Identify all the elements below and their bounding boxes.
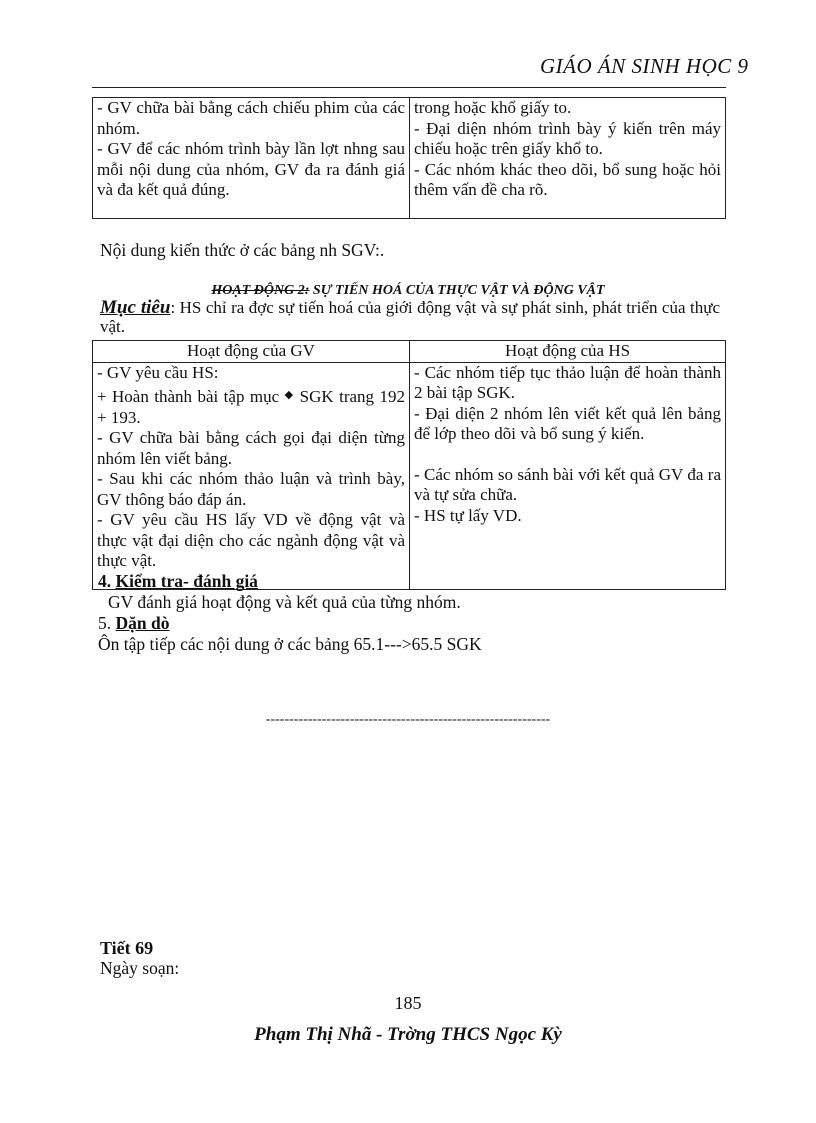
hs-line: - Các nhóm khác theo dõi, bổ sung hoặc hỏi thêm vấn đề cha rõ.: [414, 159, 721, 199]
preparation-date-label: Ngày soạn:: [100, 958, 180, 978]
goal-label: Mục tiêu: [100, 297, 171, 318]
activity2-table: [92, 340, 726, 590]
gv-line: - GV chữa bài bằng cách gọi đại diện từng nhóm lên viết bảng.: [97, 428, 405, 468]
hs-line: trong hoặc khổ giấy to.: [414, 98, 572, 117]
diamond-icon: ◆: [284, 389, 295, 401]
section4-text: GV đánh giá hoạt động và kết quả của từng nhóm.: [108, 592, 461, 612]
gv-line: - GV chữa bài bằng cách chiếu phim của các nhóm.: [97, 98, 405, 138]
goal-text: : HS chỉ ra đợc sự tiến hoá của giới động vật và sự phát sinh, phát triển của thực vật.: [100, 298, 720, 336]
hs-line: - Các nhóm so sánh bài với kết quả GV đa ra và tự sửa chữa.: [414, 464, 721, 504]
gv-cell: [93, 362, 410, 589]
page-number: 185: [394, 993, 422, 1013]
goal-paragraph: [100, 298, 720, 336]
section4-title: Kiểm tra- đánh giá: [115, 571, 258, 591]
next-lesson-number: Tiết 69: [100, 938, 154, 958]
hs-line: - Các nhóm tiếp tục thảo luận để hoàn thành 2 bài tập SGK.: [414, 362, 721, 402]
gv-cell: [93, 98, 410, 219]
activity2-label: HOẠT ĐỘNG 2:: [211, 283, 310, 298]
hs-line: - Đại diện 2 nhóm lên viết kết quả lên bảng để lớp theo dõi và bổ sung ý kiến.: [414, 403, 721, 443]
gv-line: - GV yêu cầu HS lấy VD về động vật và thực vật đại diện cho các ngành động vật và thực vật.: [97, 510, 405, 570]
table-row: [93, 98, 726, 219]
hs-cell: [410, 98, 726, 219]
section5-text: Ôn tập tiếp các nội dung ở các bảng 65.1--->65.5 SGK: [98, 634, 482, 654]
activity2-title: SỰ TIẾN HOÁ CỦA THỰC VẬT VÀ ĐỘNG VẬT: [309, 283, 605, 298]
section5-heading: 5. Dặn dò: [98, 613, 170, 633]
gv-line: - GV yêu cầu HS:: [97, 362, 219, 382]
gv-line: - Sau khi các nhóm thảo luận và trình bày, GV thông báo đáp án.: [97, 469, 405, 509]
hs-cell: [410, 362, 726, 589]
column-header-gv: Hoạt động của GV: [93, 341, 410, 363]
column-header-hs: Hoạt động của HS: [410, 341, 726, 363]
section5-title: Dặn dò: [115, 613, 170, 633]
header-rule: [92, 87, 726, 88]
hs-line: - Đại diện nhóm trình bày ý kiến trên máy chiếu hoặc trên giấy khổ to.: [414, 118, 721, 158]
footer-author: Phạm Thị Nhã - Trờng THCS Ngọc Kỳ: [254, 1024, 562, 1045]
gv-line: + Hoàn thành bài tập mục ◆ SGK trang 192 + 193.: [97, 387, 405, 427]
section4-heading: 4. Kiểm tra- đánh giá: [98, 571, 258, 591]
hs-line: - HS tự lấy VD.: [414, 505, 522, 525]
header-title: GIÁO ÁN SINH HỌC 9: [540, 54, 749, 78]
table-header-row: [93, 341, 726, 363]
continued-activity-table: [92, 97, 726, 219]
knowledge-note: Nội dung kiến thức ở các bảng nh SGV:.: [100, 240, 385, 260]
separator-line: -------------------------------------------------------------: [265, 712, 551, 727]
gv-line: - GV để các nhóm trình bày lần lợt nhng sau mỗi nội dung của nhóm, GV đa ra đánh giá và đa kết quả đúng.: [97, 139, 405, 199]
table-row: [93, 362, 726, 589]
